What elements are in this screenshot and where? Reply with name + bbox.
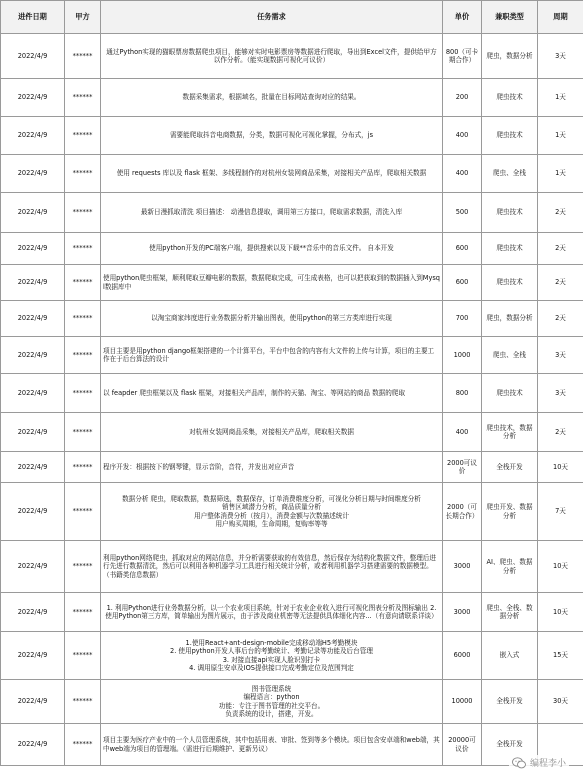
table-row	[1, 483, 583, 541]
cell-price: 2000可议价	[443, 452, 482, 483]
cell-task: 1. 利用Python进行业务数据分析，以一个农业项目系统，针对于农业企业收入进行可视化图表分析及图标输出 2. 使用Python第三方库，简单输出为图片展示，由于涉及商业机密等无法提供具体细化内容...（有意向请联系详谈）	[101, 593, 443, 632]
cell-price: 700	[443, 301, 482, 337]
cell-price: 2000（可长期合作）	[443, 483, 482, 541]
cell-party: ******	[65, 79, 101, 117]
table-row	[1, 233, 583, 265]
table-row	[1, 193, 583, 233]
cell-task: 程序开发：根据按下的钢琴键，显示音阶，音符，并发出对应声音	[101, 452, 443, 483]
cell-party: ******	[65, 541, 101, 593]
cell-party: ******	[65, 632, 101, 680]
table-row	[1, 632, 583, 680]
wechat-icon	[512, 757, 526, 769]
cell-task: 图书管理系统 编程语言：python 功能：专注于图书管理的社交平台。 负责系统的设计，搭建，开发。	[101, 680, 443, 724]
cell-price: 3000	[443, 593, 482, 632]
cell-task: 项目主要为医疗产业中的一个人员管理系统，其中包括用表、审批、签到等多个模块。项目包含安卓端和web端，其中web端为项目的管理端。（需进行后期维护、更新另议）	[101, 724, 443, 766]
cell-party: ******	[65, 233, 101, 265]
cell-period: 30天	[538, 680, 583, 724]
cell-party: ******	[65, 593, 101, 632]
cell-date: 2022/4/9	[1, 79, 65, 117]
table-body	[1, 34, 583, 766]
cell-date: 2022/4/9	[1, 34, 65, 79]
cell-type: 全栈开发	[482, 452, 538, 483]
cell-type: 爬虫技术	[482, 374, 538, 413]
header-type: 兼职类型	[482, 1, 538, 34]
cell-price: 400	[443, 155, 482, 193]
cell-price: 3000	[443, 541, 482, 593]
cell-date: 2022/4/9	[1, 374, 65, 413]
cell-date: 2022/4/9	[1, 413, 65, 452]
cell-period: 3天	[538, 374, 583, 413]
cell-type: 全栈开发	[482, 724, 538, 766]
cell-period: 10天	[538, 452, 583, 483]
cell-date: 2022/4/9	[1, 541, 65, 593]
cell-type: AI、爬虫、数据分析	[482, 541, 538, 593]
cell-date: 2022/4/9	[1, 452, 65, 483]
cell-period: 10天	[538, 593, 583, 632]
cell-type: 爬虫技术	[482, 193, 538, 233]
cell-party: ******	[65, 155, 101, 193]
cell-party: ******	[65, 452, 101, 483]
cell-period: 2天	[538, 413, 583, 452]
cell-period: 2天	[538, 233, 583, 265]
cell-period: 1天	[538, 155, 583, 193]
cell-type: 全栈开发	[482, 680, 538, 724]
cell-period: 3天	[538, 34, 583, 79]
cell-type: 爬虫开发、数据分析	[482, 483, 538, 541]
cell-task: 最新日漫抓取清洗 项目描述： 动漫信息提取，调用第三方接口，爬取需求数据，清洗入库	[101, 193, 443, 233]
cell-date: 2022/4/9	[1, 593, 65, 632]
cell-task: 对杭州女装网商品采集，对接相关产品库，爬取相关数据	[101, 413, 443, 452]
cell-task: 需要能爬取抖音电商数据，分类，数据可视化可视化掌握，分布式，js	[101, 117, 443, 155]
cell-price: 400	[443, 117, 482, 155]
cell-party: ******	[65, 117, 101, 155]
cell-party: ******	[65, 724, 101, 766]
cell-task: 1.使用React+ant-design-mobile完成移动端H5考勤模块 2. 使用python开发人事后台的考勤统计、考勤记录等功能及后台管理 3. 对接直接api实现人脸识别打卡 4. 调用原生安卓及IOS提供接口完成考勤定位及范围判定	[101, 632, 443, 680]
cell-task: 使用python开发的PC端客户端，提供搜索以及下载**音乐中的音乐文件。 自本开发	[101, 233, 443, 265]
cell-price: 500	[443, 193, 482, 233]
table-row	[1, 34, 583, 79]
cell-price: 10000	[443, 680, 482, 724]
cell-date: 2022/4/9	[1, 155, 65, 193]
header-period: 周期	[538, 1, 583, 34]
cell-date: 2022/4/9	[1, 632, 65, 680]
cell-type: 爬虫，数据分析	[482, 301, 538, 337]
table-row	[1, 117, 583, 155]
cell-price: 200	[443, 79, 482, 117]
cell-period: 2天	[538, 193, 583, 233]
watermark-text: 编程李小	[529, 759, 566, 769]
cell-party: ******	[65, 265, 101, 301]
cell-price: 800	[443, 374, 482, 413]
header-party: 甲方	[65, 1, 101, 34]
table-row	[1, 301, 583, 337]
header-date: 进件日期	[1, 1, 65, 34]
cell-price: 800（可卡期合作）	[443, 34, 482, 79]
cell-price: 1000	[443, 337, 482, 374]
cell-party: ******	[65, 193, 101, 233]
table-row	[1, 680, 583, 724]
cell-task: 使用python爬虫框架，顺利爬取豆瓣电影的数据，数据爬取完成，可生成表格，也可以把获取到的数据插入到Mysql数据库中	[101, 265, 443, 301]
table-row	[1, 265, 583, 301]
cell-price: 600	[443, 233, 482, 265]
cell-date: 2022/4/9	[1, 117, 65, 155]
cell-party: ******	[65, 374, 101, 413]
cell-type: 爬虫技术	[482, 117, 538, 155]
cell-price: 20000可议价	[443, 724, 482, 766]
cell-type: 爬虫、全栈	[482, 155, 538, 193]
cell-party: ******	[65, 680, 101, 724]
cell-task: 以淘宝商家纬度进行业务数据分析并输出图表，使用python的第三方类库进行实现	[101, 301, 443, 337]
table-row	[1, 374, 583, 413]
cell-type: 爬虫、全栈、数据分析	[482, 593, 538, 632]
table-row	[1, 452, 583, 483]
cell-type: 爬虫、全栈	[482, 337, 538, 374]
header-task: 任务需求	[101, 1, 443, 34]
cell-price: 600	[443, 265, 482, 301]
cell-party: ******	[65, 337, 101, 374]
cell-period: 10天	[538, 541, 583, 593]
cell-period: 7天	[538, 483, 583, 541]
cell-task: 使用 requests 库以及 flask 框架、多线程制作的对杭州女装网商品采集，对接相关产品库，爬取相关数据	[101, 155, 443, 193]
cell-date: 2022/4/9	[1, 233, 65, 265]
cell-period: 3天	[538, 337, 583, 374]
cell-task: 利用python网络爬虫，抓取对应的网站信息，并分析需要获取的有效信息，然后保存为结构化数据文件，整理后进行先进行数据清洗，然后可以利用各种机器学习工具进行相关统计分析，或者利用机器学习搭建需要的数据模型。（书籍类信息数据）	[101, 541, 443, 593]
cell-task: 项目主要是用python django框架搭建的一个计算平台，平台中包含的内容有大文件的上传与计算，项目的主要工作在于后台算法的设计	[101, 337, 443, 374]
cell-type: 爬虫技术，数据分析	[482, 413, 538, 452]
table-row	[1, 724, 583, 766]
table-row	[1, 541, 583, 593]
table-row	[1, 155, 583, 193]
cell-task: 数据采集需求，根据域名，批量在目标网站查询对应的结果。	[101, 79, 443, 117]
table-row	[1, 593, 583, 632]
cell-type: 爬虫，数据分析	[482, 34, 538, 79]
cell-task: 数据分析 爬虫，爬取数据，数据筛选，数据保存，订单消费维度分析，可视化分析日期与时间维度分析 销售区域潜力分析，商品质量分析 用户整体消费分析（按月），消费金额与次数描述统计 用户购买周期，生命周期，复购率等等	[101, 483, 443, 541]
cell-period: 15天	[538, 632, 583, 680]
cell-date: 2022/4/9	[1, 483, 65, 541]
cell-price: 6000	[443, 632, 482, 680]
cell-period: 2天	[538, 301, 583, 337]
cell-date: 2022/4/9	[1, 193, 65, 233]
cell-type: 爬虫技术	[482, 79, 538, 117]
cell-date: 2022/4/9	[1, 337, 65, 374]
cell-price: 400	[443, 413, 482, 452]
cell-date: 2022/4/9	[1, 680, 65, 724]
cell-date: 2022/4/9	[1, 265, 65, 301]
table-row	[1, 337, 583, 374]
header-row	[1, 1, 583, 34]
table-row	[1, 79, 583, 117]
cell-type: 爬虫技术	[482, 265, 538, 301]
header-price: 单价	[443, 1, 482, 34]
cell-date: 2022/4/9	[1, 724, 65, 766]
cell-party: ******	[65, 34, 101, 79]
cell-period: 1天	[538, 79, 583, 117]
cell-party: ******	[65, 413, 101, 452]
cell-party: ******	[65, 301, 101, 337]
table-header	[1, 1, 583, 34]
cell-period: 1天	[538, 117, 583, 155]
cell-type: 嵌入式	[482, 632, 538, 680]
watermark	[509, 755, 569, 770]
cell-date: 2022/4/9	[1, 301, 65, 337]
cell-period: 2天	[538, 265, 583, 301]
cell-party: ******	[65, 483, 101, 541]
cell-task: 通过Python实现的猫眼票房数据爬虫项目，能够对实时电影票房等数据进行爬取，导出到Excel文件，提供给甲方以作分析。（能实现数据可视化可议价）	[101, 34, 443, 79]
cell-task: 以 feapder 爬虫框架以及 flask 框架，对接相关产品库，制作的天猫、淘宝、等网站的商品 数据的爬取	[101, 374, 443, 413]
cell-type: 爬虫技术	[482, 233, 538, 265]
table-row	[1, 413, 583, 452]
